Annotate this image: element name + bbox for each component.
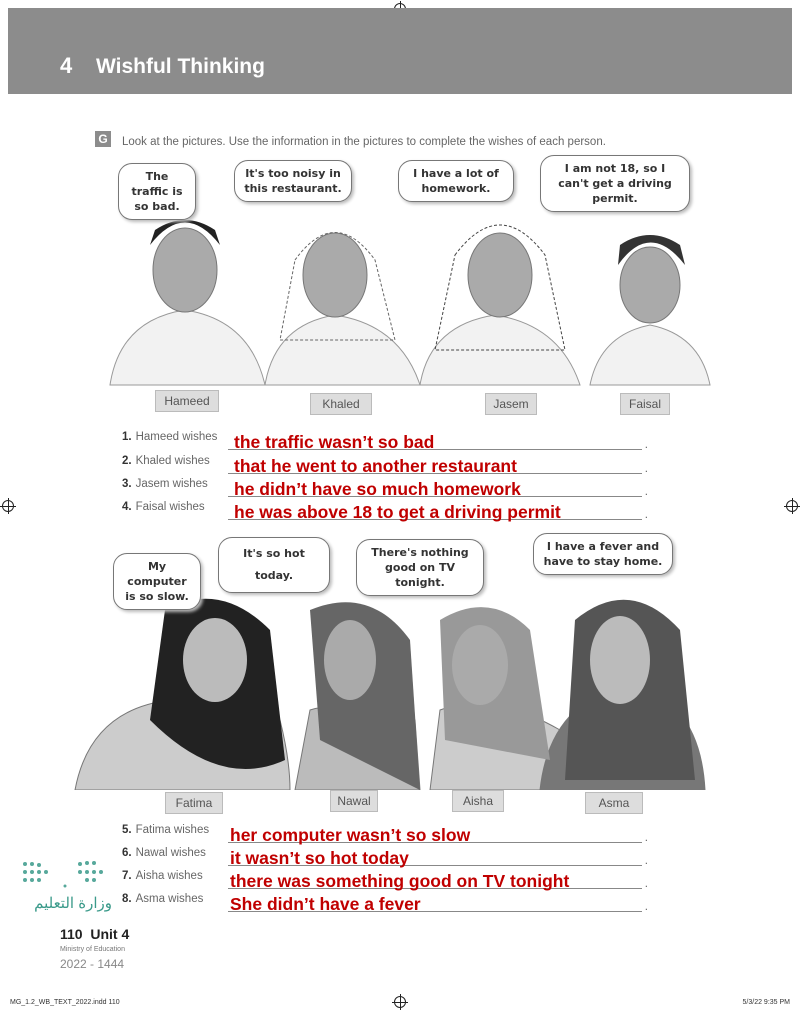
speech-bubble: The traffic is so bad. (118, 163, 196, 220)
speech-bubble: It's so hot today. (218, 537, 330, 593)
speech-bubble: It's too noisy in this restaurant. (234, 160, 352, 202)
unit-number: 4 (60, 53, 73, 78)
men-illustration (100, 200, 720, 390)
instruction: Look at the pictures. Use the information in the pictures to complete the wishes of each person. (122, 136, 606, 148)
answer-field[interactable]: She didn’t have a fever (230, 894, 421, 914)
name-label: Khaled (310, 393, 372, 415)
unit-title: Wishful Thinking (96, 55, 265, 78)
speech-bubble: There's nothing good on TV tonight. (356, 539, 484, 596)
name-label: Jasem (485, 393, 537, 415)
slug-date: 5/3/22 9:35 PM (742, 999, 790, 1006)
answer-field[interactable]: her computer wasn’t so slow (230, 825, 471, 845)
exercise-item: 2. Khaled wishes that he went to another restaurant . (122, 455, 648, 476)
answer-field[interactable]: that he went to another restaurant (234, 456, 517, 476)
name-label: Fatima (165, 792, 223, 814)
exercise-item: 8. Asma wishes She didn’t have a fever . (122, 893, 648, 914)
registration-mark (394, 996, 406, 1008)
speech-bubble: I have a fever and have to stay home. (533, 533, 673, 575)
ministry-logo-icon (20, 860, 115, 890)
answer-field[interactable]: he didn’t have so much homework (234, 479, 521, 499)
exercise-item: 1. Hameed wishes the traffic wasn’t so bad . (122, 431, 648, 452)
answer-field[interactable]: the traffic wasn’t so bad (234, 432, 435, 452)
name-label: Nawal (330, 790, 378, 812)
women-illustration (70, 590, 710, 790)
name-label: Asma (585, 792, 643, 814)
registration-mark (2, 500, 14, 512)
name-label: Aisha (452, 790, 504, 812)
exercise-item: 6. Nawal wishes it wasn’t so hot today . (122, 847, 648, 868)
year-watermark: 2022 - 1444 (60, 957, 125, 971)
registration-mark (786, 500, 798, 512)
exercise-item: 5. Fatima wishes her computer wasn’t so slow . (122, 824, 648, 845)
speech-bubble: I am not 18, so I can't get a driving permit. (540, 155, 690, 212)
slug-filename: MG_1.2_WB_TEXT_2022.indd 110 (10, 999, 120, 1006)
name-label: Hameed (155, 390, 219, 412)
ministry-watermark: Ministry of Education (60, 946, 125, 953)
exercise-item: 4. Faisal wishes he was above 18 to get a driving permit . (122, 501, 648, 522)
speech-bubble: I have a lot of homework. (398, 160, 514, 202)
name-label: Faisal (620, 393, 670, 415)
speech-bubble: My computer is so slow. (113, 553, 201, 610)
answer-field[interactable]: there was something good on TV tonight (230, 871, 570, 891)
activity-letter: G (95, 131, 111, 147)
answer-field[interactable]: he was above 18 to get a driving permit (234, 502, 561, 522)
unit-header-bar (8, 8, 792, 94)
answer-field[interactable]: it wasn’t so hot today (230, 848, 409, 868)
ministry-logo-text: وزارة التعليم (34, 895, 112, 912)
page-footer: 110 Unit 4 (60, 926, 130, 942)
exercise-item: 3. Jasem wishes he didn’t have so much homework . (122, 478, 648, 499)
exercise-item: 7. Aisha wishes there was something good on TV tonight . (122, 870, 648, 891)
